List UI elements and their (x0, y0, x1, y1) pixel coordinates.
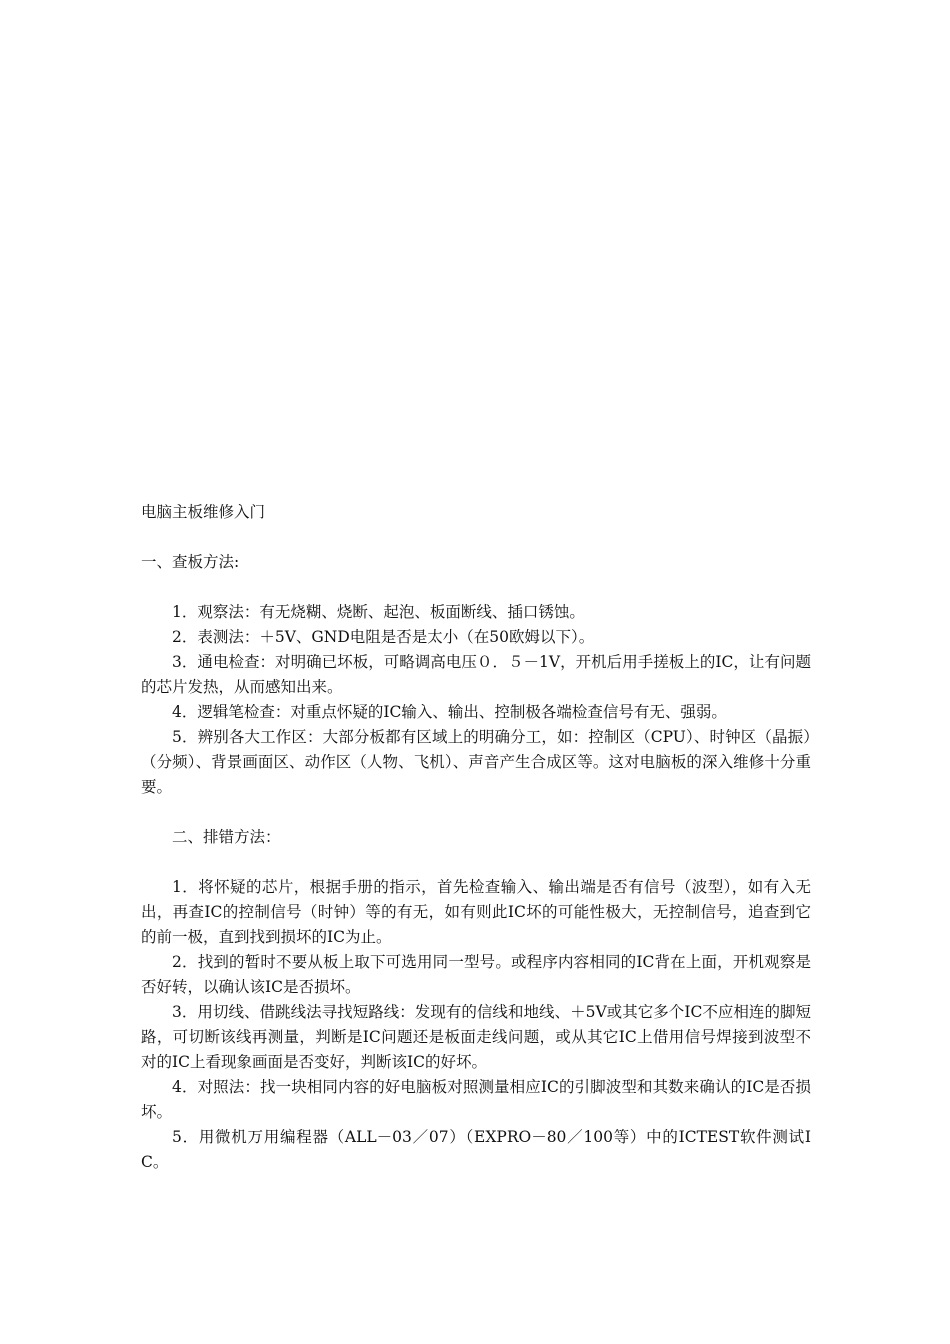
document-body (141, 500, 811, 1200)
troubleshooting-methods-list (141, 875, 811, 1175)
list-item: 2．找到的暂时不要从板上取下可选用同一型号。或程序内容相同的IC背在上面，开机观察是否好转，以确认该IC是否损坏。 (141, 953, 811, 996)
list-item: 5．辨别各大工作区：大部分板都有区域上的明确分工，如：控制区（CPU）、时钟区（晶振）（分频）、背景画面区、动作区（人物、飞机）、声音产生合成区等。这对电脑板的深入维修十分重要。 (141, 728, 811, 796)
inspection-methods-list (141, 600, 811, 800)
list-item: 2．表测法：＋5V、GND电阻是否是太小（在50欧姆以下）。 (172, 628, 595, 646)
section-heading-troubleshooting: 二、排错方法： (172, 828, 281, 846)
list-item: 4．逻辑笔检查：对重点怀疑的IC输入、输出、控制极各端检查信号有无、强弱。 (172, 703, 727, 721)
document-title: 电脑主板维修入门 (141, 503, 266, 521)
list-item: 3．通电检查：对明确已坏板，可略调高电压０．５－1V，开机后用手搓板上的IC，让有问题的芯片发热，从而感知出来。 (141, 653, 811, 696)
list-item: 5．用微机万用编程器（ALL－03／07）（EXPRO－80／100等）中的ICTEST软件测试IC。 (141, 1128, 811, 1171)
list-item: 1．观察法：有无烧糊、烧断、起泡、板面断线、插口锈蚀。 (172, 603, 585, 621)
list-item: 3．用切线、借跳线法寻找短路线：发现有的信线和地线、＋5V或其它多个IC不应相连的脚短路，可切断该线再测量，判断是IC问题还是板面走线问题，或从其它IC上借用信号焊接到波型不对的IC上看现象画面是否变好，判断该IC的好坏。 (141, 1003, 811, 1071)
section-heading-inspection: 一、查板方法: (141, 553, 240, 571)
list-item: 1．将怀疑的芯片，根据手册的指示，首先检查输入、输出端是否有信号（波型），如有入无出，再查IC的控制信号（时钟）等的有无，如有则此IC坏的可能性极大，无控制信号，追查到它的前一极，直到找到损坏的IC为止。 (141, 878, 811, 946)
list-item: 4．对照法：找一块相同内容的好电脑板对照测量相应IC的引脚波型和其数来确认的IC是否损坏。 (141, 1078, 811, 1121)
